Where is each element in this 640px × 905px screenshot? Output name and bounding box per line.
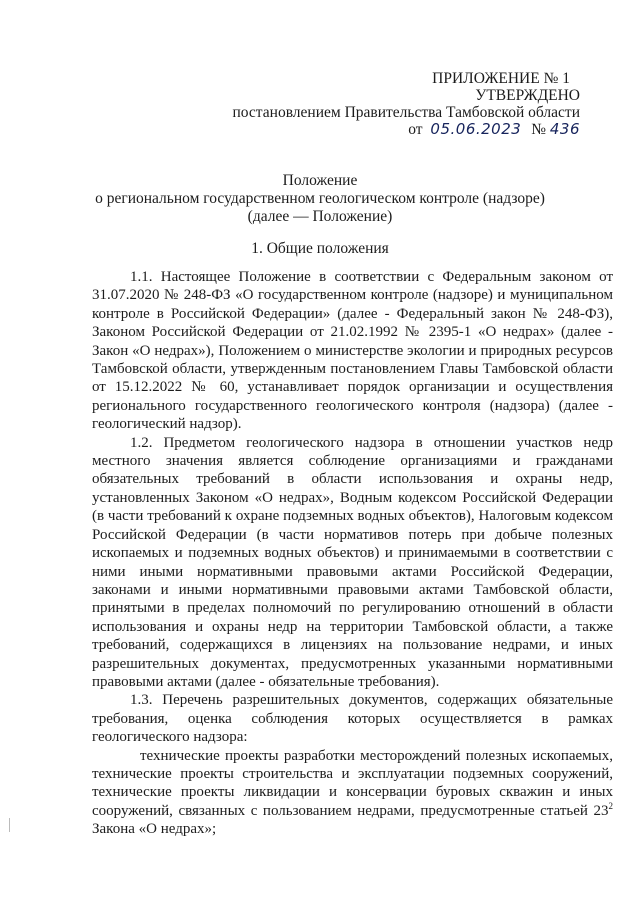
list-item-tail: Закона «О недрах»; (92, 821, 217, 838)
title-line-1: Положение (282, 172, 358, 189)
paragraph-1-3: 1.3. Перечень разрешительных документов, содержащих обязательные требования, оценка соблюдения которых осуществляется в рамках геологического надзора: (92, 692, 613, 746)
approved-label: УТВЕРЖДЕНО (475, 87, 580, 104)
paragraph-1-2: 1.2. Предметом геологического надзора в отношении участков недр местного значения является соблюдение организациями и гражданами обязательных требований в области использования и охраны недр, установленных Законом «О недрах», Водным кодексом Российской Федерации (в части требований к охране подземных водных объектов), Налоговым кодексом Российской Федерации (в части нормативов потерь при добыче полезных ископаемых и подземных водных объектов) и принимаемыми в соответствии с ними иными нормативными правовыми актами Российской Федерации, законами и иными нормативными правовыми актами Тамбовской области, принятыми в пределах полномочий по регулированию отношений в области использования и охраны недр на территории Тамбовской области, а также требований, содержащихся в лицензиях на пользование недрами, и иных разрешительных документах, предусмотренных указанными нормативными правовыми актами (далее - обязательные требования). (92, 434, 613, 690)
decree-date-line (220, 121, 580, 138)
date-prefix: от (408, 121, 423, 138)
document-body (92, 268, 613, 839)
title-line-3: (далее — Положение) (247, 208, 393, 225)
paragraph-1-1: 1.1. Настоящее Положение в соответствии с Федеральным законом от 31.07.2020 № 248-ФЗ «О государственном контроле (надзоре) и муниципальном контроле в Российской Федерации» (далее - Федеральный закон № 248-ФЗ), Законом Российской Федерации от 21.02.1992 № 2395-1 «О недрах» (далее - Закон «О недрах»), Положением о министерстве экологии и природных ресурсов Тамбовской области, утвержденным постановлением Главы Тамбовской области от 15.12.2022 № 60, устанавливает порядок организации и осуществления регионального государственного геологического контроля (надзора) (далее - геологический надзор). (92, 269, 613, 433)
scan-margin-mark (9, 818, 10, 832)
list-item-text: технические проекты разработки месторождений полезных ископаемых, технические проекты строительства и эксплуатации подземных сооружений, технические проекты ликвидации и консервации буровых скважин и иных сооружений, связанных с пользованием недрами, предусмотренные статьей 23 (92, 747, 613, 819)
section-heading: 1. Общие положения (251, 240, 389, 257)
decree-number: 436 (549, 120, 580, 138)
decree-date: 05.06.2023 (430, 120, 522, 138)
document-title (0, 172, 640, 226)
article-superscript: 2 (608, 800, 613, 811)
approval-stamp (220, 70, 580, 138)
list-item-technical-projects (92, 747, 613, 839)
title-line-2: о региональном государственном геологическом контроле (надзоре) (95, 190, 545, 207)
number-prefix: № (531, 121, 546, 138)
attachment-label: ПРИЛОЖЕНИЕ № 1 (432, 70, 570, 87)
decree-label: постановлением Правительства Тамбовской области (232, 104, 580, 121)
